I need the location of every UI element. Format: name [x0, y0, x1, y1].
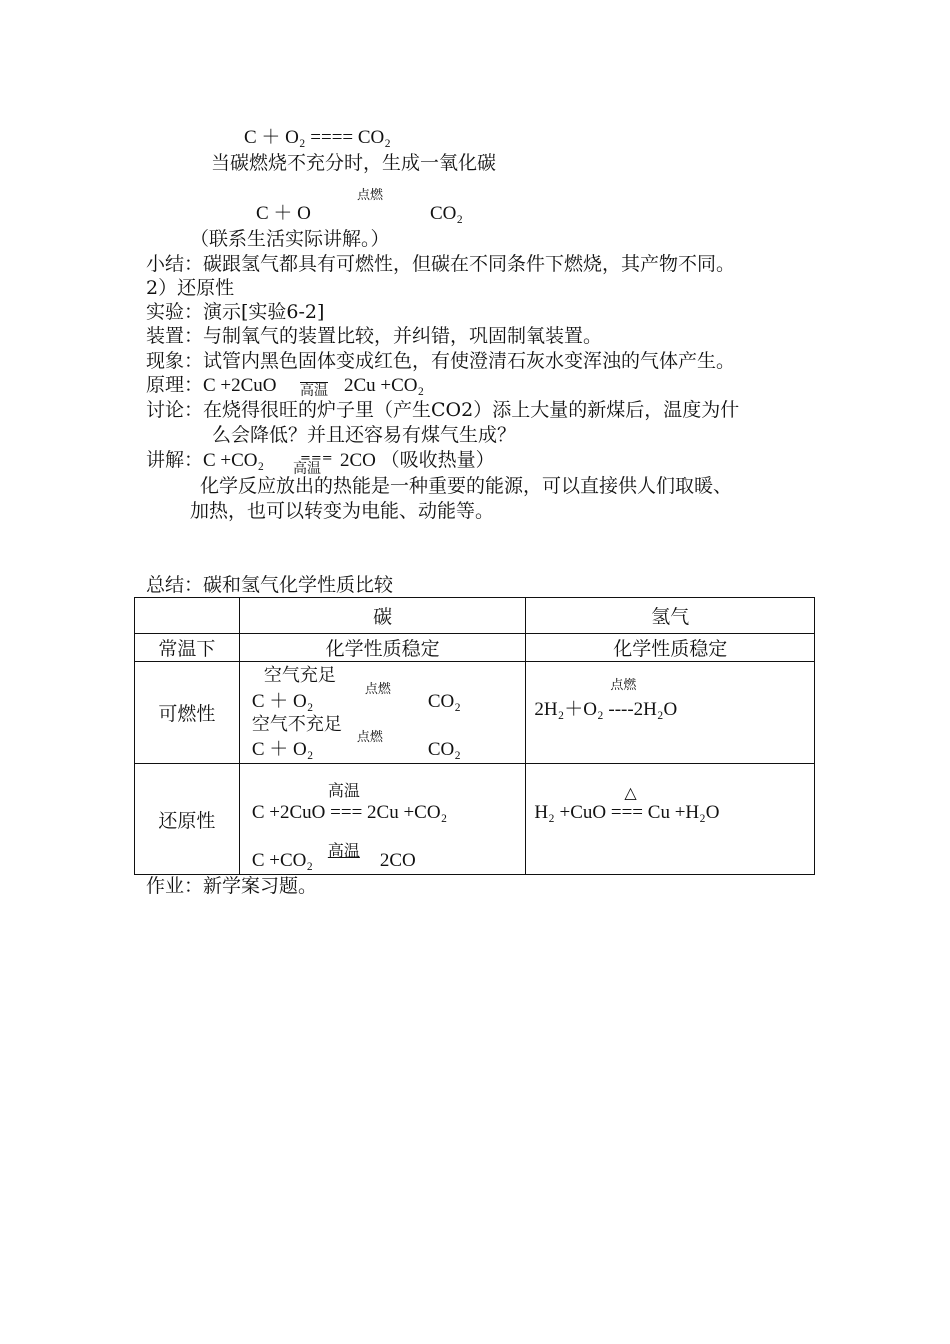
- hydrogen-reduction-eq: H₂ +CuO === Cu +H₂O: [534, 802, 720, 823]
- table-row: [135, 634, 815, 662]
- hydrogen-combustion-cell: [526, 662, 815, 764]
- carbon-combustion-eq1-right: CO₂: [427, 691, 461, 712]
- table-header-row: [135, 598, 815, 634]
- comparison-title: 总结：碳和氢气化学性质比较: [146, 574, 394, 596]
- phenomenon-line: 现象：试管内黑色固体变成红色，有使澄清石灰水变浑浊的气体产生。: [146, 350, 736, 372]
- principle-right: 2Cu +CO₂: [344, 375, 425, 396]
- discussion-line-1: 讨论：在烧得很旺的炉子里（产生CO2）添上大量的新煤后，温度为什: [146, 399, 740, 421]
- principle-left: 原理：C +2CuO: [146, 375, 277, 396]
- explain-right: 2CO （吸收热量）: [340, 450, 495, 471]
- heat-triangle-icon: △: [624, 783, 637, 802]
- ignite-label: 点燃: [610, 678, 637, 693]
- high-temp-label: 高温: [327, 841, 360, 860]
- carbon-stable: 化学性质稳定: [239, 634, 526, 662]
- carbon-combustion-eq2-left: C ＋ O₂: [251, 739, 314, 760]
- carbon-combustion-eq1-left: C ＋ O₂: [251, 691, 314, 712]
- homework-line: 作业：新学案习题。: [146, 875, 318, 897]
- life-note: （联系生活实际讲解。）: [190, 228, 390, 250]
- carbon-reduction-eq1: C +2CuO === 2Cu +CO₂: [251, 802, 448, 823]
- air-sufficient-label: 空气充足: [263, 665, 336, 686]
- equation-complete-combustion: C ＋ O₂ ==== CO₂: [244, 127, 391, 148]
- header-empty-cell: [135, 598, 240, 634]
- high-temp-label: 高温: [327, 781, 360, 800]
- experiment-line: 实验：演示[实验6-2]: [146, 301, 325, 323]
- discussion-line-2: 么会降低？并且还容易有煤气生成？: [212, 424, 517, 446]
- carbon-combustion-cell: [239, 662, 526, 764]
- table-row: [135, 662, 815, 764]
- header-carbon: 碳: [239, 598, 526, 634]
- explain-condition: 高温: [293, 461, 321, 477]
- principle-condition: 高温: [300, 383, 328, 399]
- comparison-table: [134, 597, 815, 875]
- row-label-reducibility: 还原性: [135, 764, 240, 875]
- ignite-label: 点燃: [356, 730, 383, 745]
- header-hydrogen: 氢气: [526, 598, 815, 634]
- row-label-normal-temp: 常温下: [135, 634, 240, 662]
- carbon-reduction-eq2-left: C +CO₂: [251, 850, 314, 871]
- table-row: [135, 764, 815, 875]
- explain-left: 讲解：C +CO₂: [146, 450, 265, 471]
- explain-eq: ===: [300, 451, 333, 466]
- reduction-heading: 2）还原性: [146, 277, 235, 299]
- equation-incomplete-left: C ＋ O: [256, 203, 311, 224]
- row-label-combustibility: 可燃性: [135, 662, 240, 764]
- air-insufficient-label: 空气不充足: [251, 714, 342, 735]
- ignite-label: 点燃: [364, 682, 391, 697]
- equation-incomplete-right: CO₂: [430, 203, 464, 224]
- hydrogen-reduction-cell: [526, 764, 815, 875]
- incomplete-combustion-text: 当碳燃烧不充分时，生成一氧化碳: [211, 152, 497, 174]
- hydrogen-combustion-eq: 2H₂＋O₂ ----2H₂O: [534, 699, 678, 720]
- energy-line-1: 化学反应放出的热能是一种重要的能源，可以直接供人们取暖、: [200, 475, 733, 497]
- apparatus-line: 装置：与制氧气的装置比较，并纠错，巩固制氧装置。: [146, 325, 603, 347]
- summary-line: 小结：碳跟氢气都具有可燃性，但碳在不同条件下燃烧，其产物不同。: [146, 253, 736, 275]
- ignite-condition-label: 点燃: [357, 188, 384, 203]
- carbon-reduction-eq2-right: 2CO: [379, 850, 416, 871]
- energy-line-2: 加热，也可以转变为电能、动能等。: [190, 500, 495, 522]
- hydrogen-stable: 化学性质稳定: [526, 634, 815, 662]
- carbon-combustion-eq2-right: CO₂: [427, 739, 461, 760]
- carbon-reduction-cell: [239, 764, 526, 875]
